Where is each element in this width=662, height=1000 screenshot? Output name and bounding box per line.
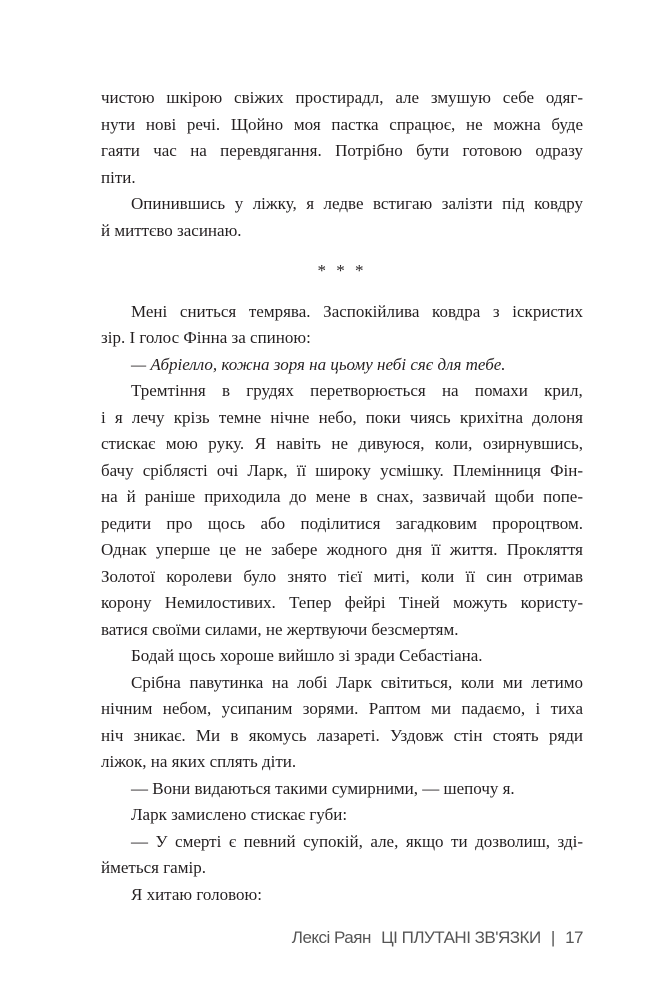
text-line: корону Немилостивих. Тепер фейрі Тіней можуть користу- [101,593,583,612]
page-number: 17 [565,928,583,947]
text-line: Тремтіння в грудях перетворюється на помахи крил, [131,381,583,400]
text-line: Золотої королеви було знято тієї миті, коли її син отримав [101,566,583,586]
text-line: редити про щось або поділитися загадковим пророцтвом. [101,513,583,533]
text-line: Срібна павутинка на лобі Ларк світиться, коли ми летимо [131,672,583,692]
text-line: нути нові речі. Щойно моя пастка спрацює, не можна буде [101,114,583,134]
text-line: чистою шкірою свіжих простирадл, але змушую себе одяг- [101,88,583,107]
footer-separator: | [550,928,555,947]
text-line: — Вони видаються такими сумирними, — шепочу я. [131,778,515,798]
section-break: * * * [317,261,367,280]
text-line: йметься гамір. [101,858,206,877]
text-line: зір. І голос Фінна за спиною: [101,328,311,347]
text-line: на й раніше приходила до мене в снах, зазвичай щоби попе- [101,487,583,506]
text-line: ніч зникає. Ми в якомусь лазареті. Уздовж стін стоять ряди [101,725,583,745]
text-line: ватися своїми силами, не жертвуючи безсмертям. [101,619,459,639]
text-line: — Абріелло, кожна зоря на цьому небі сяє для тебе. [131,354,506,374]
text-line: й миттєво засинаю. [101,220,242,240]
running-footer [286,928,583,948]
footer-author: Лексі Раян [291,928,371,947]
text-line: Однак уперше це не забере жодного дня її життя. Прокляття [101,540,583,559]
text-line: Бодай щось хороше вийшло зі зради Себастіана. [131,646,483,665]
text-line: Я хитаю головою: [131,884,262,904]
text-line: ліжок, на яких сплять діти. [101,752,297,771]
text-line: Опинившись у ліжку, я ледве встигаю залізти під ковдру [131,194,583,213]
text-line: бачу сріблясті очі Ларк, її широку усмішку. Племінниця Фін- [101,460,583,480]
text-line: і я лечу крізь темне нічне небо, поки чиясь крихітна долоня [101,407,583,427]
text-line: Мені сниться темрява. Заспокійлива ковдра з іскристих [131,301,583,321]
text-line: — У смерті є певний супокій, але, якщо ти дозволиш, зді- [131,831,583,851]
text-line: Ларк замислено стискає губи: [131,805,348,824]
text-line: піти. [101,167,136,187]
text-line: нічним небом, усипаним зорями. Раптом ми падаємо, і тиха [101,699,583,718]
text-line: гаяти час на перевдягання. Потрібно бути готовою одразу [101,141,583,160]
page-body-text [101,85,583,908]
text-line: стискає мою руку. Я навіть не дивуюся, коли, озирнувшись, [101,434,583,453]
footer-book-title: ЦІ ПЛУТАНІ ЗВ'ЯЗКИ [381,928,541,947]
